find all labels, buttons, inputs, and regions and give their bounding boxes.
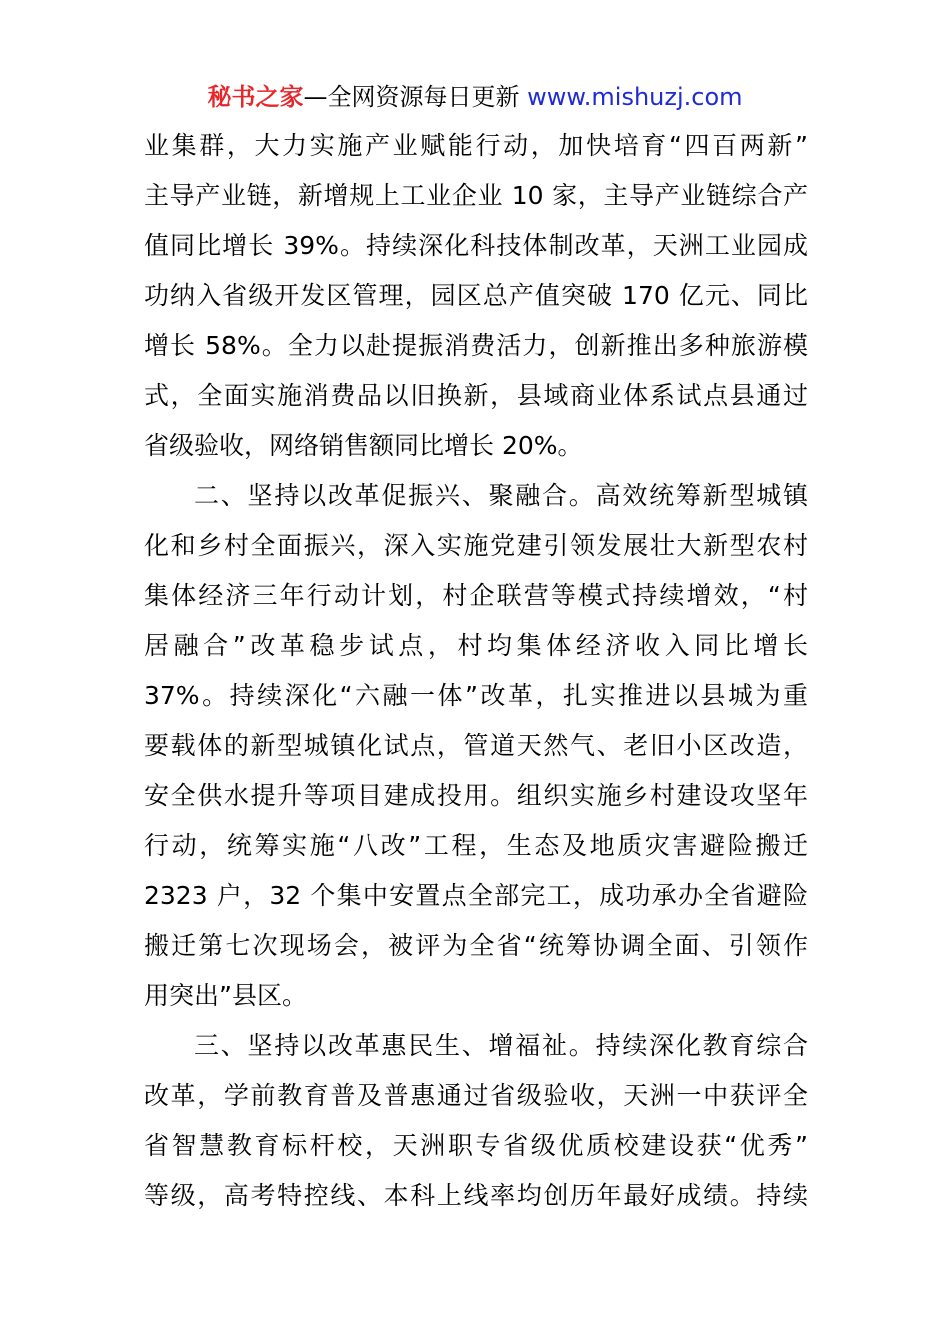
text-line: 业集群，大力实施产业赋能行动，加快培育“四百两新”	[144, 131, 808, 160]
text-line: 增长 58%。全力以赴提振消费活力，创新推出多种旅游模	[144, 331, 808, 360]
text-line: 省智慧教育标杆校，天洲职专省级优质校建设获“优秀”	[144, 1131, 808, 1160]
text-line: 省级验收，网络销售额同比增长 20%。	[144, 431, 583, 460]
brand-name: 秘书之家	[207, 83, 304, 111]
text-line: 搬迁第七次现场会，被评为全省“统筹协调全面、引领作	[144, 931, 808, 960]
text-line: 行动，统筹实施“八改”工程，生态及地质灾害避险搬迁	[144, 831, 808, 860]
paragraph-1	[144, 121, 808, 471]
text-line: 要载体的新型城镇化试点，管道天然气、老旧小区改造，	[144, 731, 808, 760]
text-line: 用突出”县区。	[144, 981, 307, 1010]
text-line: 等级，高考特控线、本科上线率均创历年最好成绩。持续	[144, 1181, 808, 1210]
site-header	[0, 80, 950, 114]
section-heading-line: 三、坚持以改革惠民生、增福祉。持续深化教育综合	[194, 1031, 808, 1060]
text-line: 化和乡村全面振兴，深入实施党建引领发展壮大新型农村	[144, 531, 808, 560]
text-line: 居融合”改革稳步试点，村均集体经济收入同比增长	[144, 631, 808, 660]
text-line: 安全供水提升等项目建成投用。组织实施乡村建设攻坚年	[144, 781, 808, 810]
text-line: 主导产业链，新增规上工业企业 10 家，主导产业链综合产	[144, 181, 808, 210]
text-line: 37%。持续深化“六融一体”改革，扎实推进以县城为重	[144, 681, 808, 710]
text-line: 值同比增长 39%。持续深化科技体制改革，天洲工业园成	[144, 231, 808, 260]
text-line: 功纳入省级开发区管理，园区总产值突破 170 亿元、同比	[144, 281, 808, 310]
text-line: 式，全面实施消费品以旧换新，县域商业体系试点县通过	[144, 381, 808, 410]
header-tagline: —全网资源每日更新	[303, 83, 520, 111]
paragraph-2	[144, 471, 808, 1021]
site-url-link[interactable]: www.mishuzj.com	[527, 83, 743, 111]
text-line: 2323 户，32 个集中安置点全部完工，成功承办全省避险	[144, 881, 808, 910]
text-line: 改革，学前教育普及普惠通过省级验收，天洲一中获评全	[144, 1081, 808, 1110]
document-body	[144, 121, 808, 1221]
paragraph-3	[144, 1021, 808, 1221]
text-line: 集体经济三年行动计划，村企联营等模式持续增效，“村	[144, 581, 808, 610]
section-heading-line: 二、坚持以改革促振兴、聚融合。高效统筹新型城镇	[194, 481, 808, 510]
